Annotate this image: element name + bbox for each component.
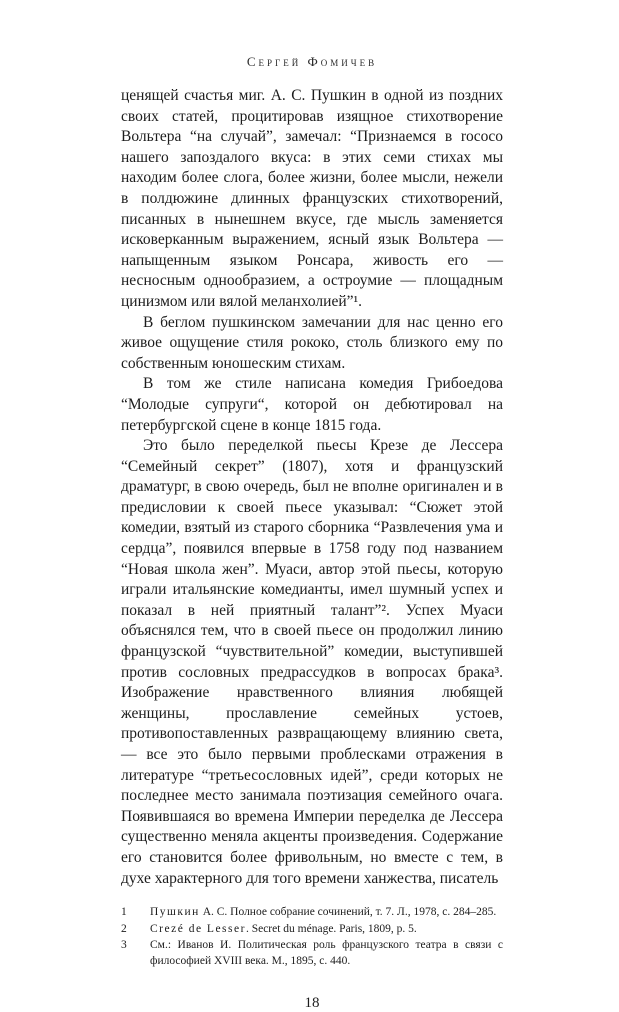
footnote-text [150, 938, 503, 969]
paragraph: ценящей счастья миг. А. С. Пушкин в одной из поздних своих статей, процитировав изящное стихотворение Вольтера “на случай”, замечал: “Признаемся в rococo нашего запоздалого вкуса: в этих семи стихах мы находим более слога, более жизни, более мысли, нежели в полдюжине длинных французских стихотворений, писанных в нынешнем вкусе, где мысль заменяется исковерканным выражением, ясный язык Вольтера — напыщенным языком Ронсара, живость его — несносным однообразием, а остроумие — площадным цинизмом или вялой меланхолией”¹. [121, 87, 503, 310]
footnote-body: . Secret du ménage. Paris, 1809, p. 5. [245, 922, 417, 935]
footnote-body: А. С. Полное собрание сочинений, т. 7. Л., 1978, с. 284–285. [199, 906, 497, 919]
paragraph: В беглом пушкинском замечании для нас ценно его живое ощущение стиля рококо, столь близкого ему по собственным юношеским стихам. [121, 313, 503, 372]
footnote-author: Пушкин [150, 906, 200, 919]
footnote [121, 922, 503, 938]
running-header: Сергей Фомичев [246, 54, 378, 69]
page-number: 18 [304, 995, 320, 1012]
footnote-author: Crezé de Lesser [150, 922, 246, 935]
paragraph: В том же стиле написана комедия Грибоедова “Молодые супруги“, которой он дебютировал на петербургской сцене в конце 1815 года. [121, 375, 503, 434]
paragraph: Это было переделкой пьесы Крезе де Лессера “Семейный секрет” (1807), хотя и французский драматург, в свою очередь, был не вполне оригинален и в предисловии к своей пьесе указывал: “Сюжет этой комедии, взятый из старого сборника “Развлечения ума и сердца”, появился впервые в 1758 году под названием “Новая школа жен”. Муаси, автор этой пьесы, которую играли итальянские комедианты, имел шумный успех и показал в ней приятный талант”². Успех Муаси объяснялся тем, что в своей пьесе он продолжил линию французской “чувствительной” комедии, выступившей против сословных предрассудков в вопросах брака³. Изображение нравственного влияния любящей женщины, прославление семейных устоев, противопоставленных развращающему влиянию света, — все это было первыми проблесками отражения в литературе “третьесословных идей”, среди которых не последнее место занимала поэтизация семейного очага. Появившаяся во времена Империи переделка де Лессера существенно меняла акценты произведения. Содержание его становится более фривольным, но вместе с тем, в духе характерного для того времени ханжества, писатель [121, 437, 503, 887]
body-text [121, 86, 503, 889]
footnote-number: 3 [121, 939, 127, 952]
footnote-text [150, 922, 503, 938]
footnote-number: 2 [121, 922, 127, 935]
footnote-body: См.: Иванов И. Политическая роль французского театра в связи с философией XVIII века. М., 1895, с. 440. [150, 939, 503, 967]
footnote-text [150, 905, 503, 921]
footnotes [121, 905, 503, 969]
footnote [121, 938, 503, 969]
footnote-number: 1 [121, 906, 127, 919]
footnote [121, 905, 503, 921]
